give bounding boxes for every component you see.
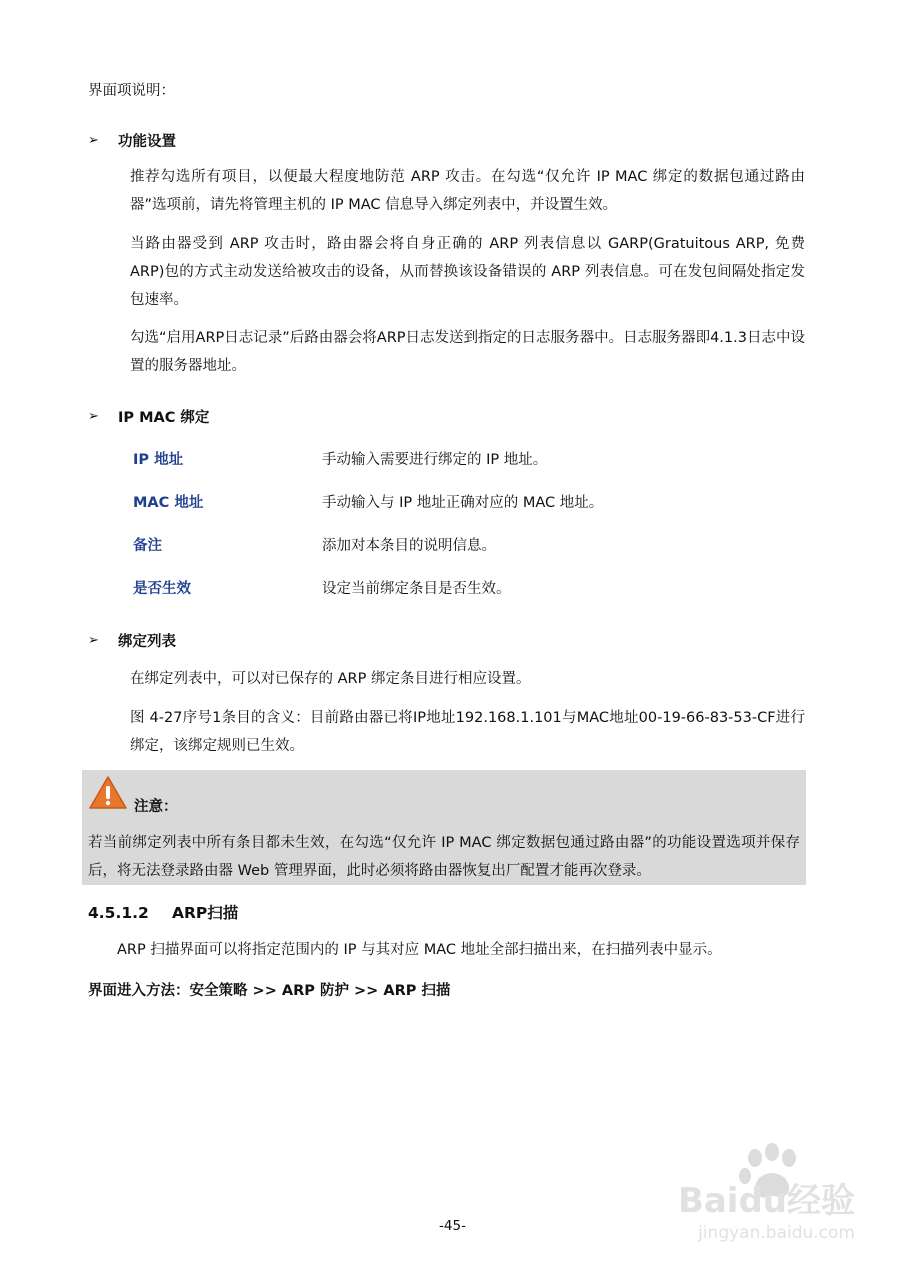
function-paragraph-3: 勾选“启用ARP日志记录”后路由器会将ARP日志发送到指定的日志服务器中。日志服务器即4.1.3日志中设置的服务器地址。 [130,330,805,374]
desc-enabled: 设定当前绑定条目是否生效。 [322,581,511,597]
note-title: 注意： [134,799,178,815]
function-paragraph-1: 推荐勾选所有项目，以便最大程度地防范 ARP 攻击。在勾选“仅允许 IP MAC 绑定的数据包通过路由器”选项前，请先将管理主机的 IP MAC 信息导入绑定列表中，并设置生效。 [130,169,805,213]
section-title: IP MAC 绑定 [118,410,210,426]
bindlist-paragraph-1: 在绑定列表中，可以对已保存的 ARP 绑定条目进行相应设置。 [130,671,531,687]
term-remark: 备注 [133,538,162,554]
note-text: 若当前绑定列表中所有条目都未生效，在勾选“仅允许 IP MAC 绑定数据包通过路由器”的功能设置选项并保存后，将无法登录路由器 Web 管理界面，此时必须将路由器恢复出厂配置才能再次登录。 [88,835,800,879]
heading-number: 4.5.1.2 [88,904,149,922]
term-ip-address: IP 地址 [133,452,184,468]
function-paragraph-2: 当路由器受到 ARP 攻击时，路由器会将自身正确的 ARP 列表信息以 GARP(Gratuitous ARP, 免费 ARP)包的方式主动发送给被攻击的设备，从而替换该设备错误的 ARP 列表信息。可在发包间隔处指定发包速率。 [130,236,805,308]
intro-label: 界面项说明： [88,83,175,99]
note-box [82,770,806,885]
entry-path: 界面进入方法：安全策略 >> ARP 防护 >> ARP 扫描 [88,983,451,999]
bullet-arrow-icon: ➢ [88,633,99,648]
section-heading [88,901,238,923]
warning-icon [88,775,128,811]
term-mac-address: MAC 地址 [133,495,204,511]
watermark-url: jingyan.baidu.com [698,1223,855,1243]
section-function-title [88,130,176,151]
bullet-arrow-icon: ➢ [88,133,99,148]
watermark-brand: Baidu经验 [677,1181,855,1221]
bindlist-paragraph-2: 图 4-27序号1条目的含义：目前路由器已将IP地址192.168.1.101与MAC地址00-19-66-83-53-CF进行绑定，该绑定规则已生效。 [130,710,805,754]
desc-remark: 添加对本条目的说明信息。 [322,538,496,554]
section-ipmac-title [88,406,209,427]
scan-paragraph: ARP 扫描界面可以将指定范围内的 IP 与其对应 MAC 地址全部扫描出来，在扫描列表中显示。 [117,942,722,958]
section-title: 功能设置 [118,134,176,150]
section-bindlist-title [88,630,176,651]
term-enabled: 是否生效 [133,581,191,597]
section-title: 绑定列表 [118,634,176,650]
page-number: -45- [439,1218,466,1234]
heading-title: ARP扫描 [172,904,239,922]
desc-mac-address: 手动输入与 IP 地址正确对应的 MAC 地址。 [322,495,604,511]
bullet-arrow-icon: ➢ [88,409,99,424]
desc-ip-address: 手动输入需要进行绑定的 IP 地址。 [322,452,548,468]
